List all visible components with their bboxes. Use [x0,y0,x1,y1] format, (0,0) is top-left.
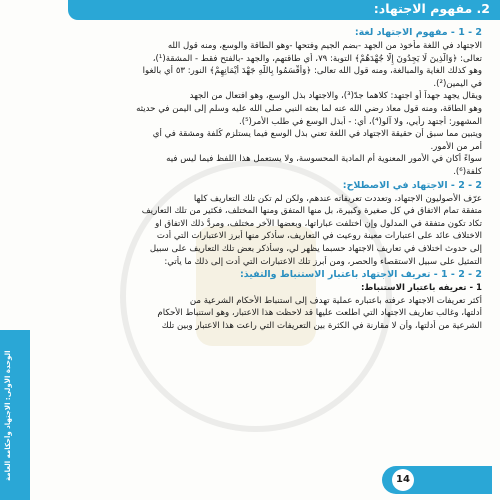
page-number-tab [382,466,492,494]
paragraph-line: أكثر تعريفات الاجتهاد عرفته باعتباره عملية تهدف إلى استنباط الأحكام الشرعية من [189,295,482,306]
paragraph-line: تكاد تكون متفقة في المدلول وإن اختلفت عباراتها، وبعضها الآخر مختلف، ومردُّ ذلك الاتفاق او [155,218,482,229]
paragraph-line: المشهور: أجتهد رأيي، ولا آلو(⁴)، أي: - أبذل الوسع في طلب الأمر(⁵). [239,116,482,127]
paragraph-line: كلفة(⁶). [453,166,482,177]
paragraph-line: وهو الطاقة، ومنه قول معاذ رضي الله عنه لما بعثه النبي صلى الله عليه وسلم إلى اليمن في حديثه [136,103,482,114]
section-heading-inference: 2 - 2 - 1 - تعريف الاجتهاد باعتبار الاستنباط والتفيذ: [239,269,482,281]
paragraph-line: ويقال يجهد جهداً أو اجتهد: كلاهما جدّ(³)، والاجتهاد بذل الوسع، وهو افتعال من الجهد [189,91,482,102]
paragraph-line: إلى حدوث اختلاف في تعاريف الاجتهاد حسبما يظهر لي، وسأذكر بعض تلك التعاريف على سبيل [149,243,482,254]
header-bar [68,0,500,20]
paragraph-line: التمثيل على سبيل الاستقصاء والحصر، ومن أبرز تلك الاعتبارات التي أدت إلى ذلك ما يأتي: [164,256,482,267]
paragraph-line: سواءً أكان في الأمور المعنوية أم المادية المحسوسة، ولا يستعمل هذا اللفظ فيما ليس فيه [166,154,482,165]
paragraph-line: وهو كذلك الغاية والمبالغة، ومنه قول الله تعالى: ﴿وَأَقْسَمُوا بِاللَّهِ جَهْدَ أَيْمَانِهِمْ﴾ النور: ٥٣ أي بالغوا [142,66,482,77]
paragraph-line: ويتبين مما سبق أن حقيقة الاجتهاد في اللغة تعني بذل الوسع فيما يستلزم كُلفة ومشقة في أي [152,129,482,140]
page-title: 2. مفهوم الاجتهاد: [373,1,490,16]
subsection-heading-inference-def: 1 - تعريفه باعتبار الاستنباط: [361,283,482,294]
side-unit-label: الوحدة الأولى: الاجتهاد وأحكامه العامة [4,350,12,481]
paragraph-line: الاجتهاد في اللغة مأخوذ من الجهد -بضم الجيم وفتحها -وهو الطاقة والوسع، ومنه قول الله [167,41,482,51]
paragraph-line: أمر من الأمور. [430,141,482,152]
paragraph-line: أدلتها، وغالب تعاريف الاجتهاد التي اطلعت عليها قد لاحظت هذا الاعتبار، وهو استنباط الأحكام [157,308,482,319]
section-heading-linguistic: 2 - 1 - مفهوم الاجتهاد لغة: [354,27,482,38]
paragraph-line: الشرعية من أدلتها، وأن لا مقارنة في الكثرة بين التعريفات التي راعت هذا الاعتبار وبين تلك [161,320,482,331]
paragraph-line: عرّف الأصوليون الاجتهاد، وتعددت تعريفاته عندهم، ولكن لم تكن تلك التعاريف كلها [193,193,482,204]
paragraph-line: الاختلاف عائد على اعتبارات معينة روعيت في التعاريف، سأذكر منها أبرز الاعتبارات التي أدت [156,231,482,242]
paragraph-line: متفقة تمام الاتفاق في كل صغيرة وكبيرة، بل منها المتفق ومنها المختلف، فكثير من تلك التعاريف [141,206,482,217]
document-body [30,26,482,456]
section-heading-terminology: 2 - 2 - الاجتهاد في الاصطلاح: [342,179,482,191]
paragraph-line: في اليمين(²). [433,78,482,89]
paragraph-line: تعالى: ﴿وَالَّذِينَ لَا يَجِدُونَ إِلَّا جُهْدَهُمْ﴾ التوبة: ٧٩، أي طاقتهم، والجهد -بالفتح فقط - المشقة(¹)، [152,53,482,64]
page-number: 14 [392,469,414,491]
